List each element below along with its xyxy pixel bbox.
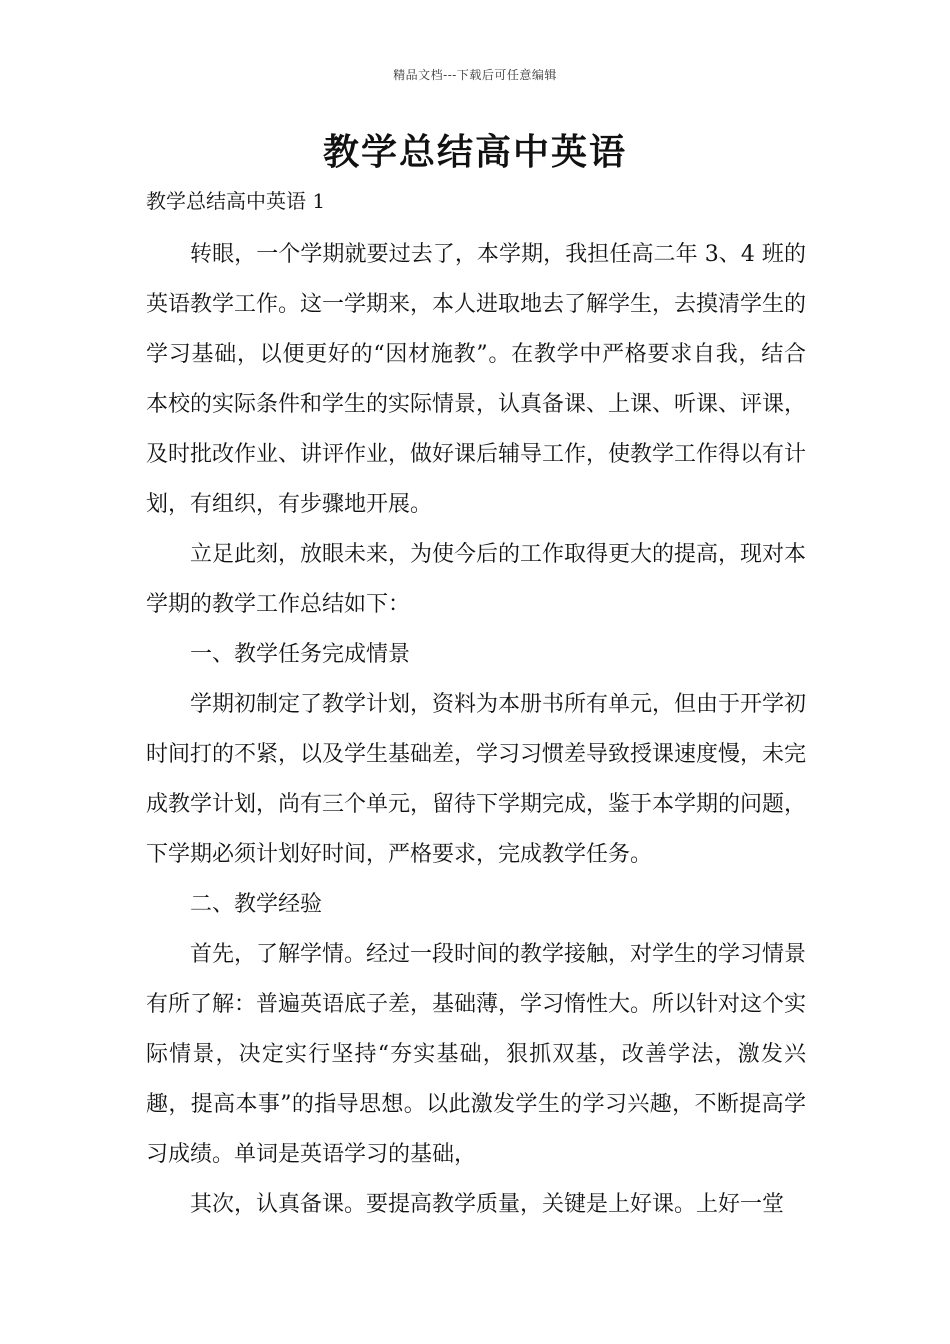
paragraph-intro: 转眼，一个学期就要过去了，本学期，我担任高二年 3、4 班的英语教学工作。这一学期来，本人进取地去了解学生，去摸清学生的学习基础，以便更好的“因材施教”。在教学中严格要求自我，结合本校的实际条件和学生的实际情景，认真备课、上课、听课、评课，及时批改作业、讲评作业，做好课后辅导工作，使教学工作得以有计划，有组织，有步骤地开展。 bbox=[146, 242, 807, 517]
document-subtitle: 教学总结高中英语 1 bbox=[146, 189, 326, 213]
section-heading-2: 二、教学经验 bbox=[190, 892, 323, 917]
header-note: 精品文档---下载后可任意编辑 bbox=[393, 68, 557, 82]
paragraph-understand-students: 首先，了解学情。经过一段时间的教学接触，对学生的学习情景有所了解：普遍英语底子差，基础薄，学习惰性大。所以针对这个实际情景，决定实行坚持“夯实基础，狠抓双基，改善学法，激发兴趣，提高本事”的指导思想。以此激发学生的学习兴趣，不断提高学习成绩。单词是英语学习的基础， bbox=[146, 942, 807, 1167]
paragraph-task-completion: 学期初制定了教学计划，资料为本册书所有单元，但由于开学初时间打的不紧，以及学生基础差，学习习惯差导致授课速度慢，未完成教学计划，尚有三个单元，留待下学期完成，鉴于本学期的问题，下学期必须计划好时间，严格要求，完成教学任务。 bbox=[146, 692, 807, 867]
section-heading-1: 一、教学任务完成情景 bbox=[190, 642, 411, 667]
document-body bbox=[146, 230, 806, 1230]
document-title: 教学总结高中英语 bbox=[322, 131, 627, 173]
paragraph-prepare-lessons: 其次，认真备课。要提高教学质量，关键是上好课。上好一堂 bbox=[190, 1192, 785, 1217]
paragraph-summary-lead: 立足此刻，放眼未来，为使今后的工作取得更大的提高，现对本学期的教学工作总结如下： bbox=[146, 542, 807, 617]
